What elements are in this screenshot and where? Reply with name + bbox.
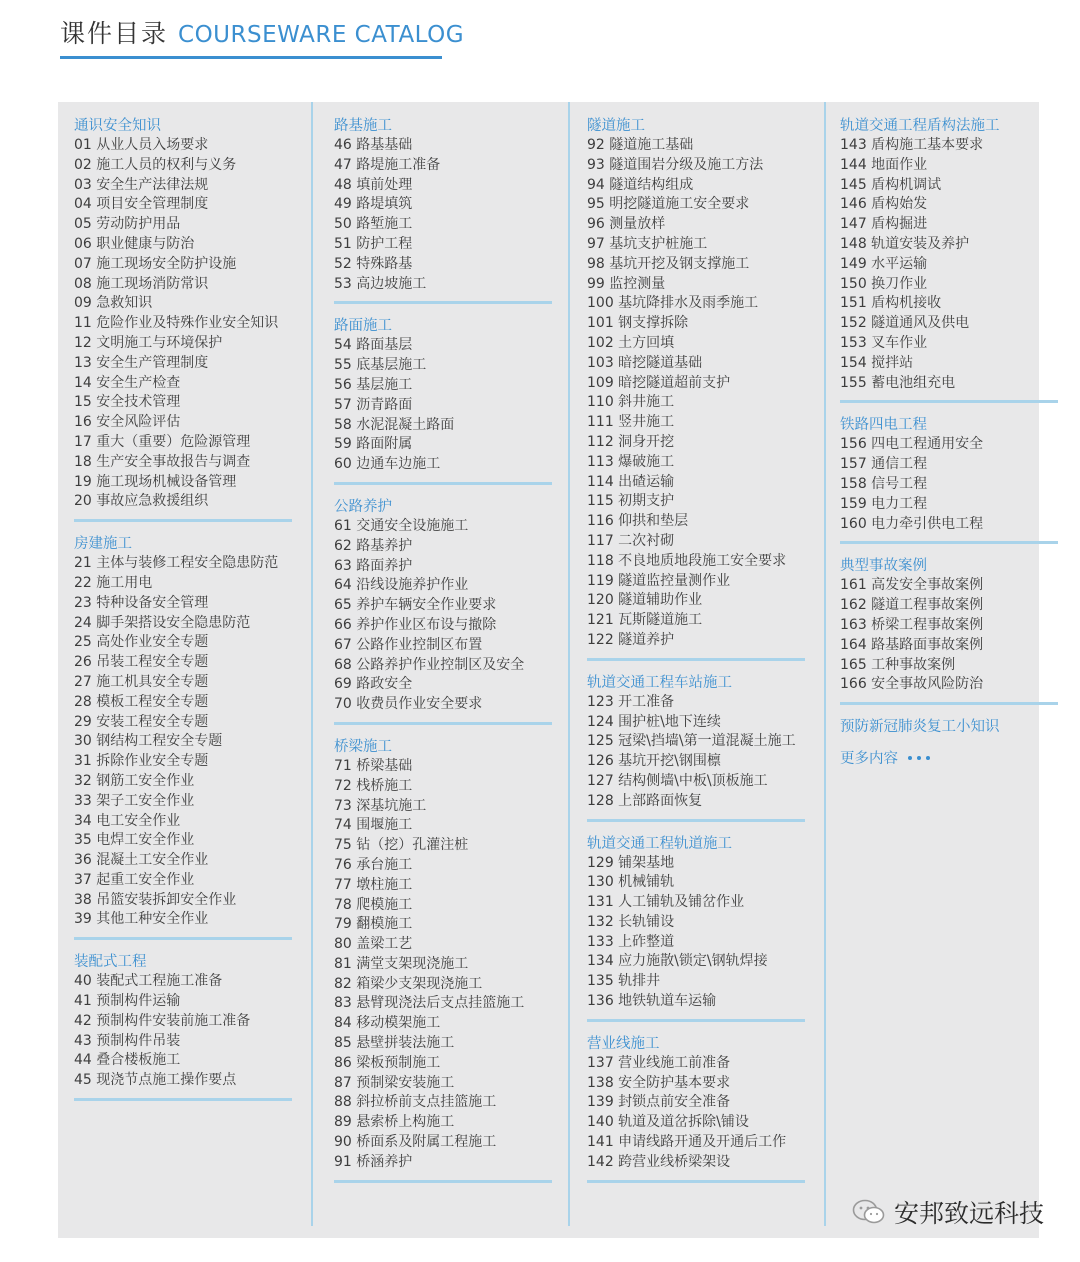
catalog-item: 139 封锁点前安全准备	[587, 1094, 731, 1111]
catalog-item: 48 填前处理	[334, 176, 413, 193]
catalog-item: 136 地铁轨道车运输	[587, 993, 717, 1010]
catalog-item: 46 路基基础	[334, 137, 413, 153]
catalog-item: 17 重大（重要）危险源管理	[74, 433, 251, 450]
catalog-item: 129 铺架基地	[587, 854, 675, 871]
catalog-item: 118 不良地质地段施工安全要求	[587, 552, 787, 569]
catalog-item: 53 高边坡施工	[334, 275, 427, 292]
catalog-item: 60 边通车边施工	[334, 456, 441, 473]
catalog-item: 92 隧道施工基础	[587, 137, 694, 153]
catalog-item: 87 预制梁安装施工	[334, 1074, 455, 1091]
catalog-item: 125 冠梁\挡墙\第一道混凝土施工	[587, 733, 796, 750]
catalog-item: 149 水平运输	[840, 255, 928, 272]
catalog-item: 70 收费员作业安全要求	[334, 696, 483, 713]
section-divider	[840, 702, 1058, 705]
catalog-item: 124 围护桩\地下连续	[587, 713, 721, 730]
catalog-column-4	[840, 102, 1035, 768]
catalog-item: 13 安全生产管理制度	[74, 354, 209, 371]
catalog-item: 39 其他工种安全作业	[74, 911, 209, 928]
catalog-item: 98 基坑开挖及钢支撑施工	[587, 255, 750, 272]
catalog-item: 101 钢支撑拆除	[587, 315, 689, 332]
catalog-item: 29 安装工程安全专题	[74, 713, 209, 730]
catalog-item: 150 换刀作业	[840, 275, 928, 292]
catalog-item: 09 急救知识	[74, 295, 153, 312]
catalog-item: 145 盾构机调试	[840, 176, 942, 193]
catalog-item: 95 明挖隧道施工安全要求	[587, 196, 750, 213]
catalog-item: 131 人工铺轨及铺岔作业	[587, 894, 745, 911]
catalog-item: 122 隧道养护	[587, 631, 675, 648]
catalog-item: 163 桥梁工程事故案例	[840, 616, 984, 633]
catalog-item: 32 钢筋工安全作业	[74, 772, 195, 789]
more-content-label: 更多内容	[840, 751, 898, 768]
catalog-item: 128 上部路面恢复	[587, 792, 703, 809]
catalog-item: 137 营业线施工前准备	[587, 1054, 731, 1071]
catalog-item: 38 吊篮安装拆卸安全作业	[74, 891, 237, 908]
catalog-item: 20 事故应急救援组织	[74, 493, 209, 510]
section-title: 预防新冠肺炎复工小知识	[840, 719, 1000, 736]
catalog-section	[587, 1034, 827, 1183]
catalog-item: 73 深基坑施工	[334, 797, 427, 814]
section-title: 轨道交通工程车站施工	[587, 674, 732, 691]
catalog-item: 21 主体与装修工程安全隐患防范	[74, 555, 279, 572]
catalog-item: 79 翻模施工	[334, 916, 413, 933]
catalog-item: 114 出碴运输	[587, 473, 675, 490]
catalog-item: 165 工种事故案例	[840, 656, 956, 673]
catalog-item: 126 基坑开挖\钢围檩	[587, 753, 721, 770]
section-title: 铁路四电工程	[840, 417, 927, 434]
catalog-section	[74, 952, 314, 1101]
catalog-item: 119 隧道监控量测作业	[587, 572, 731, 589]
catalog-item: 36 混凝土工安全作业	[74, 852, 209, 869]
watermark-text: 安邦致远科技	[893, 1199, 1044, 1228]
catalog-item: 96 测量放样	[587, 216, 666, 233]
catalog-item: 54 路面基层	[334, 337, 413, 354]
section-title: 公路养护	[334, 498, 392, 515]
catalog-item: 41 预制构件运输	[74, 993, 181, 1010]
catalog-item: 91 桥涵养护	[334, 1153, 413, 1170]
catalog-item: 30 钢结构工程安全专题	[74, 733, 223, 750]
catalog-item: 01 从业人员入场要求	[74, 137, 209, 153]
catalog-section	[840, 717, 1035, 737]
column-divider	[311, 102, 313, 1226]
catalog-item: 147 盾构掘进	[840, 216, 928, 233]
catalog-item: 99 监控测量	[587, 275, 666, 292]
catalog-item: 153 叉车作业	[840, 334, 928, 351]
catalog-item: 22 施工用电	[74, 574, 153, 591]
catalog-section	[840, 415, 1035, 544]
catalog-item: 67 公路作业控制区布置	[334, 636, 483, 653]
catalog-item: 133 上砟整道	[587, 933, 675, 950]
section-title: 通识安全知识	[74, 118, 161, 134]
section-divider	[74, 1098, 292, 1101]
catalog-item: 71 桥梁基础	[334, 757, 413, 774]
catalog-item: 120 隧道辅助作业	[587, 592, 703, 609]
catalog-item: 100 基坑降排水及雨季施工	[587, 295, 759, 312]
catalog-item: 64 沿线设施养护作业	[334, 577, 469, 594]
catalog-column-2	[334, 102, 574, 1183]
catalog-item: 154 搅拌站	[840, 354, 914, 371]
section-title: 桥梁施工	[334, 738, 392, 755]
catalog-item: 63 路面养护	[334, 557, 413, 574]
catalog-column-1	[74, 102, 314, 1101]
section-title: 房建施工	[74, 536, 132, 553]
catalog-item: 72 栈桥施工	[334, 777, 413, 794]
section-title: 装配式工程	[74, 954, 147, 971]
catalog-item: 160 电力牵引供电工程	[840, 515, 984, 532]
catalog-item: 40 装配式工程施工准备	[74, 973, 223, 990]
catalog-item: 132 长轨铺设	[587, 913, 675, 930]
catalog-item: 61 交通安全设施施工	[334, 517, 469, 534]
catalog-section	[840, 556, 1035, 705]
catalog-item: 02 施工人员的权利与义务	[74, 156, 237, 173]
catalog-item: 50 路堑施工	[334, 216, 413, 233]
catalog-item: 159 电力工程	[840, 495, 928, 512]
more-content-link[interactable]	[840, 747, 1035, 768]
catalog-item: 47 路堤施工准备	[334, 156, 441, 173]
catalog-section	[334, 116, 574, 304]
section-divider	[334, 1180, 552, 1183]
section-divider	[334, 722, 552, 725]
title-english: COURSEWARE CATALOG	[178, 22, 465, 48]
catalog-item: 162 隧道工程事故案例	[840, 597, 984, 614]
section-divider	[587, 1019, 805, 1022]
catalog-item: 14 安全生产检查	[74, 374, 181, 391]
catalog-item: 19 施工现场机械设备管理	[74, 473, 237, 490]
catalog-item: 06 职业健康与防治	[74, 235, 195, 252]
catalog-item: 86 梁板预制施工	[334, 1054, 441, 1071]
catalog-item: 143 盾构施工基本要求	[840, 137, 984, 153]
catalog-item: 85 悬壁拼装法施工	[334, 1035, 455, 1052]
catalog-section	[74, 534, 314, 940]
catalog-item: 69 路政安全	[334, 676, 413, 693]
catalog-item: 151 盾构机接收	[840, 295, 942, 312]
catalog-item: 25 高处作业安全专题	[74, 634, 209, 651]
section-title: 路基施工	[334, 118, 392, 134]
catalog-item: 83 悬臂现浇法后支点挂篮施工	[334, 995, 525, 1012]
catalog-item: 31 拆除作业安全专题	[74, 753, 209, 770]
catalog-item: 18 生产安全事故报告与调查	[74, 453, 251, 470]
catalog-item: 45 现浇节点施工操作要点	[74, 1072, 237, 1089]
column-divider	[568, 102, 570, 1226]
catalog-item: 161 高发安全事故案例	[840, 577, 984, 594]
catalog-item: 97 基坑支护桩施工	[587, 235, 708, 252]
catalog-item: 33 架子工安全作业	[74, 792, 195, 809]
section-title: 营业线施工	[587, 1035, 660, 1052]
catalog-item: 89 悬索桥上构施工	[334, 1114, 455, 1131]
catalog-item: 05 劳动防护用品	[74, 216, 181, 233]
catalog-item: 04 项目安全管理制度	[74, 196, 209, 213]
catalog-item: 109 暗挖隧道超前支护	[587, 374, 731, 391]
catalog-item: 158 信号工程	[840, 475, 928, 492]
catalog-section	[587, 834, 827, 1022]
catalog-item: 110 斜井施工	[587, 394, 675, 411]
section-divider	[587, 1180, 805, 1183]
section-divider	[334, 301, 552, 304]
catalog-section	[587, 116, 827, 661]
catalog-item: 117 二次衬砌	[587, 532, 675, 549]
catalog-item: 77 墩柱施工	[334, 876, 413, 893]
catalog-item: 52 特殊路基	[334, 255, 413, 272]
watermark	[852, 1194, 1044, 1230]
catalog-item: 115 初期支护	[587, 493, 675, 510]
catalog-item: 127 结构侧墙\中板\顶板施工	[587, 772, 768, 789]
catalog-item: 16 安全风险评估	[74, 414, 181, 431]
catalog-section	[334, 316, 574, 485]
catalog-item: 74 围堰施工	[334, 817, 413, 834]
section-divider	[74, 519, 292, 522]
ellipsis-icon	[908, 756, 935, 760]
catalog-item: 56 基层施工	[334, 376, 413, 393]
header-underline	[60, 56, 442, 59]
catalog-item: 26 吊装工程安全专题	[74, 654, 209, 671]
catalog-item: 112 洞身开挖	[587, 433, 675, 450]
catalog-section	[840, 116, 1035, 403]
catalog-item: 68 公路养护作业控制区及安全	[334, 656, 525, 673]
catalog-item: 80 盖梁工艺	[334, 936, 413, 953]
catalog-item: 58 水泥混凝土路面	[334, 416, 455, 433]
catalog-item: 88 斜拉桥前支点挂篮施工	[334, 1094, 497, 1111]
catalog-item: 146 盾构始发	[840, 196, 928, 213]
catalog-item: 37 起重工安全作业	[74, 871, 195, 888]
catalog-item: 130 机械铺轨	[587, 874, 675, 891]
section-divider	[334, 482, 552, 485]
catalog-item: 55 底基层施工	[334, 357, 427, 374]
column-divider	[824, 102, 826, 1226]
catalog-panel	[58, 102, 1039, 1238]
section-title: 隧道施工	[587, 118, 645, 134]
catalog-item: 90 桥面系及附属工程施工	[334, 1134, 497, 1151]
catalog-section	[334, 497, 574, 725]
catalog-item: 156 四电工程通用安全	[840, 436, 984, 453]
catalog-section	[587, 673, 827, 822]
section-title: 轨道交通工程盾构法施工	[840, 118, 1000, 134]
section-divider	[840, 400, 1058, 403]
catalog-item: 81 满堂支架现浇施工	[334, 955, 469, 972]
section-divider	[587, 819, 805, 822]
header-title-row	[60, 14, 465, 50]
catalog-section	[74, 116, 314, 522]
section-title: 轨道交通工程轨道施工	[587, 835, 732, 852]
catalog-item: 43 预制构件吊装	[74, 1032, 181, 1049]
section-title: 典型事故案例	[840, 558, 927, 575]
wechat-icon	[852, 1199, 886, 1225]
catalog-header	[60, 14, 465, 59]
catalog-item: 155 蓄电池组充电	[840, 374, 956, 391]
catalog-item: 35 电焊工安全作业	[74, 832, 195, 849]
section-title: 路面施工	[334, 318, 392, 335]
catalog-item: 65 养护车辆安全作业要求	[334, 597, 497, 614]
catalog-item: 121 瓦斯隧道施工	[587, 612, 703, 629]
catalog-item: 94 隧道结构组成	[587, 176, 694, 193]
catalog-item: 59 路面附属	[334, 436, 413, 453]
catalog-item: 84 移动模架施工	[334, 1015, 441, 1032]
catalog-item: 34 电工安全作业	[74, 812, 181, 829]
catalog-item: 07 施工现场安全防护设施	[74, 255, 237, 272]
catalog-item: 138 安全防护基本要求	[587, 1074, 731, 1091]
catalog-item: 116 仰拱和垫层	[587, 513, 689, 530]
catalog-item: 142 跨营业线桥梁架设	[587, 1153, 731, 1170]
catalog-item: 24 脚手架搭设安全隐患防范	[74, 614, 251, 631]
catalog-item: 140 轨道及道岔拆除\铺设	[587, 1114, 749, 1131]
catalog-item: 44 叠合楼板施工	[74, 1052, 181, 1069]
catalog-item: 82 箱梁少支架现浇施工	[334, 975, 483, 992]
title-chinese: 课件目录	[60, 19, 169, 48]
catalog-item: 141 申请线路开通及开通后工作	[587, 1134, 787, 1151]
catalog-item: 135 轨排井	[587, 973, 661, 990]
section-divider	[587, 658, 805, 661]
catalog-item: 11 危险作业及特殊作业安全知识	[74, 315, 279, 332]
catalog-item: 157 通信工程	[840, 456, 928, 473]
catalog-item: 57 沥青路面	[334, 396, 413, 413]
catalog-item: 28 模板工程安全专题	[74, 693, 209, 710]
catalog-item: 76 承台施工	[334, 856, 413, 873]
catalog-item: 148 轨道安装及养护	[840, 235, 970, 252]
catalog-item: 08 施工现场消防常识	[74, 275, 209, 292]
catalog-item: 164 路基路面事故案例	[840, 636, 984, 653]
catalog-item: 12 文明施工与环境保护	[74, 334, 223, 351]
catalog-item: 27 施工机具安全专题	[74, 673, 209, 690]
catalog-item: 66 养护作业区布设与撤除	[334, 616, 497, 633]
catalog-item: 03 安全生产法律法规	[74, 176, 209, 193]
catalog-item: 78 爬模施工	[334, 896, 413, 913]
catalog-item: 75 钻（挖）孔灌注桩	[334, 837, 469, 854]
catalog-item: 102 土方回填	[587, 334, 675, 351]
catalog-item: 93 隧道围岩分级及施工方法	[587, 156, 764, 173]
section-divider	[840, 541, 1058, 544]
catalog-item: 123 开工准备	[587, 693, 675, 710]
catalog-item: 15 安全技术管理	[74, 394, 181, 411]
catalog-item: 144 地面作业	[840, 156, 928, 173]
catalog-item: 42 预制构件安装前施工准备	[74, 1012, 251, 1029]
catalog-item: 166 安全事故风险防治	[840, 676, 984, 693]
catalog-item: 103 暗挖隧道基础	[587, 354, 703, 371]
catalog-item: 23 特种设备安全管理	[74, 594, 209, 611]
catalog-item: 62 路基养护	[334, 537, 413, 554]
catalog-item: 113 爆破施工	[587, 453, 675, 470]
catalog-item: 51 防护工程	[334, 235, 413, 252]
catalog-item: 152 隧道通风及供电	[840, 315, 970, 332]
catalog-item: 134 应力施散\锁定\钢轨焊接	[587, 953, 768, 970]
catalog-column-3	[587, 102, 827, 1183]
catalog-item: 111 竖井施工	[587, 414, 675, 431]
catalog-section	[334, 737, 574, 1183]
catalog-item: 49 路堤填筑	[334, 196, 413, 213]
section-divider	[74, 937, 292, 940]
